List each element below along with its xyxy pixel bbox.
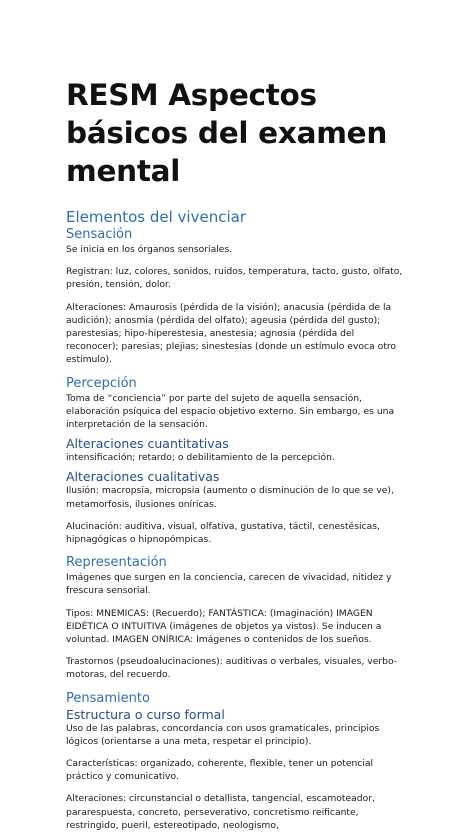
heading-sensacion: Sensación (66, 227, 133, 242)
heading-alteraciones-cualitativas: Alteraciones cualitativas (66, 469, 220, 485)
percepcion-paragraph-1: Toma de “conciencia” por parte del sujeto de aquella sensación, elaboración psíquica del espacio objetivo externo. Sin embargo, es una interpretación de la sensación. (66, 392, 395, 431)
sensacion-paragraph-3: Alteraciones: Amaurosis (pérdida de la visión); anacusia (pérdida de la audición); anosmia (pérdida del olfato); ageusia (pérdida del gusto); parestesias; hipo-hiperestesia, anestesia; agnosia (pérdida del reconocer); paresias; plejias; sinestesias (donde un estímulo evoca otro estímulo). (66, 301, 397, 366)
heading-alteraciones-cuantitativas: Alteraciones cuantitativas (66, 436, 229, 452)
representacion-paragraph-1: Imágenes que surgen en la conciencia, carecen de vivacidad, nitidez y frescura sensorial. (66, 572, 392, 597)
representacion-paragraph-3: Trastornos (pseudoalucinaciones): auditivas o verbales, visuales, verbo-motoras, del recuerdo. (66, 656, 398, 681)
pensamiento-paragraph-1: Uso de las palabras, concordancia con usos gramaticales, principios lógicos (orientarse a una meta, respetar el principio). (66, 722, 380, 747)
cualitativas-paragraph-2: Alucinación: auditiva, visual, olfativa, gustativa, táctil, cenestésicas, hipnagógicas o hipnopómpicas. (66, 520, 380, 546)
pensamiento-paragraph-2: Características: organizado, coherente, flexible, tener un potencial práctico y comunicativo. (66, 758, 374, 783)
page-title: RESM Aspectos básicos del examen mental (66, 78, 388, 188)
heading-estructura-curso-formal: Estructura o curso formal (66, 706, 225, 722)
sensacion-paragraph-1: Se inicia en los órganos sensoriales. (66, 244, 233, 255)
representacion-paragraph-2: Tipos: MNEMICAS: (Recuerdo); FANTÁSTICA: (Imaginación) IMAGEN EIDÉTICA O INTUITIVA (imágenes de objetos ya vistos). Se inducen a voluntad. IMAGEN ONÍRICA: Imágenes o contenidos de los sueños. (66, 607, 382, 646)
cualitativas-paragraph-1: Ilusión: macropsia, micropsia (aumento o disminución de lo que se ve), metamorfosis, ilusiones oníricas. (66, 485, 394, 510)
sensacion-paragraph-2: Registran: luz, colores, sonidos, ruidos, temperatura, tacto, gusto, olfato, presión, tensión, dolor. (66, 266, 403, 291)
heading-pensamiento: Pensamiento (66, 690, 150, 706)
pensamiento-paragraph-3: Alteraciones: circunstancial o detallista, tangencial, escamoteador, pararespuesta, concreto, perseverativo, concretismo reificante, restringido, pueril, estereotipado, neologismo, (66, 793, 375, 831)
heading-representacion: Representación (66, 555, 167, 571)
cuantitativas-paragraph: intensificación; retardo; o debilitamiento de la percepción. (66, 452, 335, 464)
section-heading-vivenciar: Elementos del vivenciar (66, 208, 246, 226)
heading-percepcion: Percepción (66, 375, 137, 391)
